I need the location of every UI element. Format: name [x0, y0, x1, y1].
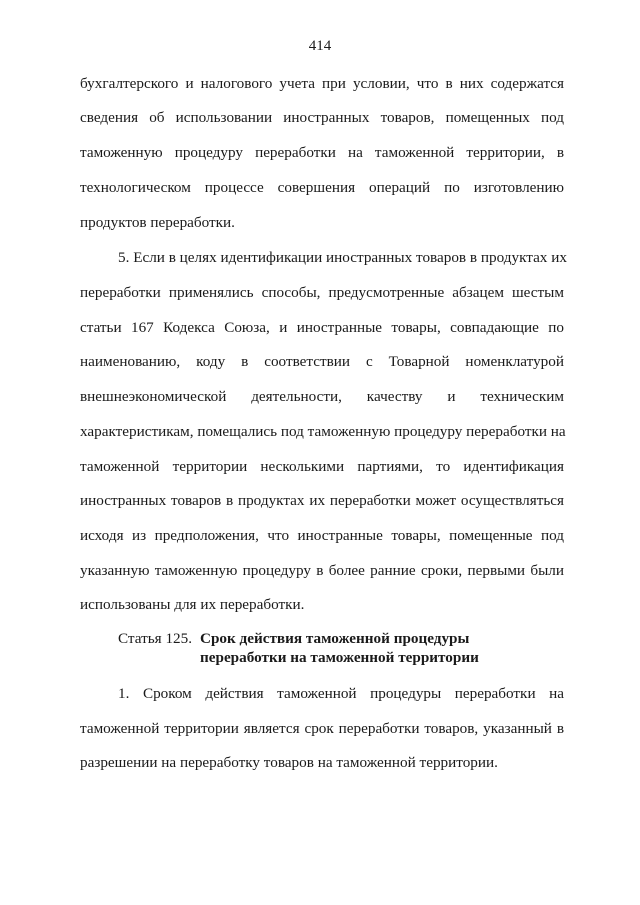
text-line: таможенной территории является срок переработки товаров, указанный в — [80, 720, 564, 737]
article-title-line: Срок действия таможенной процедуры — [200, 630, 470, 647]
text-line: исходя из предположения, что иностранные товары, помещенные под — [80, 527, 564, 544]
text-line: бухгалтерского и налогового учета при условии, что в них содержатся — [80, 75, 564, 92]
text-line: таможенной территории несколькими партиями, то идентификация — [80, 458, 564, 475]
text-line: разрешении на переработку товаров на таможенной территории. — [80, 754, 498, 771]
text-line: переработки применялись способы, предусмотренные абзацем шестым — [80, 284, 564, 301]
text-line: таможенную процедуру переработки на таможенной территории, в — [80, 144, 564, 161]
text-line: 1. Сроком действия таможенной процедуры переработки на — [118, 685, 564, 702]
text-line: 5. Если в целях идентификации иностранных товаров в продуктах их — [118, 249, 567, 266]
text-line: иностранных товаров в продуктах их переработки может осуществляться — [80, 492, 564, 509]
text-line: сведения об использовании иностранных товаров, помещенных под — [80, 109, 564, 126]
article-title-line: переработки на таможенной территории — [200, 649, 479, 666]
text-line: наименованию, коду в соответствии с Товарной номенклатурой — [80, 353, 564, 370]
text-line: статьи 167 Кодекса Союза, и иностранные товары, совпадающие по — [80, 319, 564, 336]
text-line: внешнеэкономической деятельности, качеству и техническим — [80, 388, 564, 405]
text-line: характеристикам, помещались под таможенную процедуру переработки на — [80, 423, 566, 440]
text-line: технологическом процессе совершения операций по изготовлению — [80, 179, 564, 196]
page-number: 414 — [308, 38, 332, 54]
text-line: продуктов переработки. — [80, 214, 235, 231]
article-number: Статья 125. — [118, 630, 193, 647]
text-line: указанную таможенную процедуру в более ранние сроки, первыми были — [80, 562, 564, 579]
text-line: использованы для их переработки. — [80, 596, 305, 613]
